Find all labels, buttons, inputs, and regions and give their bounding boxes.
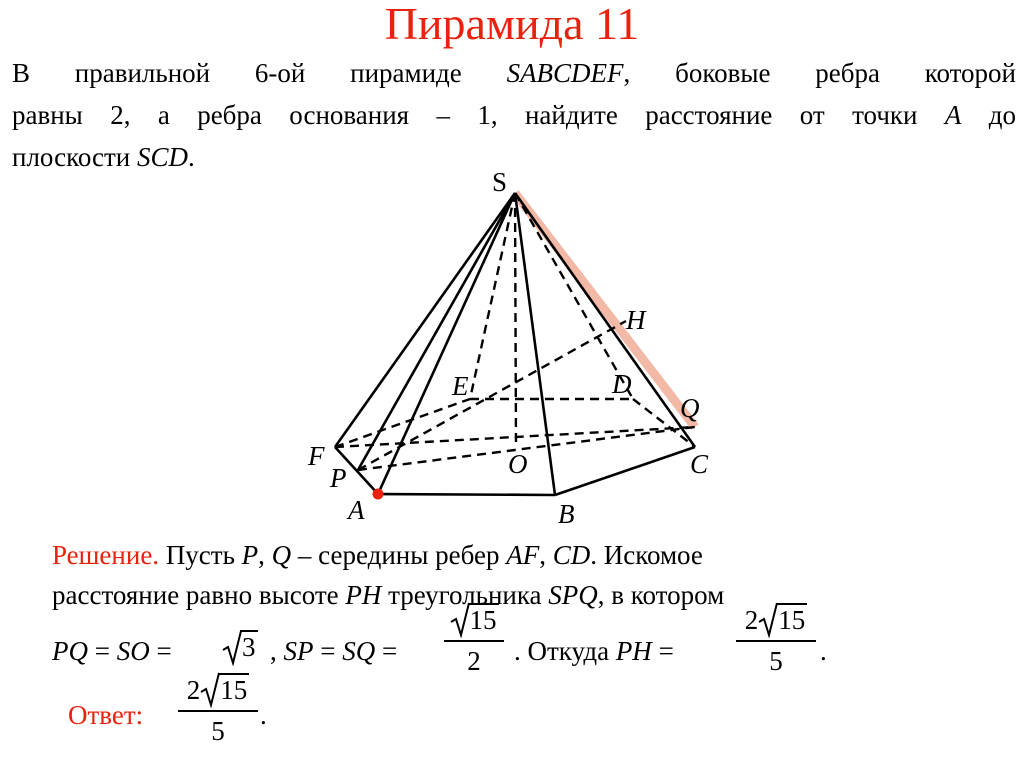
edge-sa	[378, 193, 515, 494]
text: Пусть	[159, 540, 242, 570]
eq-sp-sq	[270, 636, 397, 667]
solution-line-1	[52, 535, 992, 575]
radical-sign	[450, 602, 470, 638]
radicand: 15	[220, 675, 248, 705]
eq-end: .	[820, 636, 827, 666]
page-title: Пирамида 11	[384, 0, 640, 49]
label-s: S	[492, 167, 508, 197]
solution-heading: Решение.	[52, 540, 160, 570]
sqrt-15	[200, 672, 249, 708]
diag-fq	[335, 427, 695, 447]
var: Q	[271, 540, 292, 570]
text: расстояние равно высоте	[52, 580, 346, 610]
edge-sf	[335, 193, 515, 447]
radicand: 3	[242, 632, 256, 662]
var: PH	[615, 636, 652, 666]
edge-bc	[555, 447, 695, 495]
point-name: A	[944, 100, 962, 130]
text: равны 2, а ребра основания – 1, найдите расстояние от точки	[12, 100, 945, 130]
problem-line-1	[12, 52, 1016, 94]
radical-sign	[758, 602, 778, 638]
text: =	[149, 636, 172, 666]
pyramid-diagram	[290, 165, 730, 535]
eq-pq-so	[52, 636, 172, 667]
segment-ph	[358, 321, 626, 470]
var: SPQ	[548, 580, 598, 610]
point-a-marker	[373, 489, 384, 500]
var: SQ	[342, 636, 376, 666]
var: P	[241, 540, 259, 570]
text: . Откуда	[514, 636, 616, 666]
text: =	[651, 636, 674, 666]
text: до	[961, 100, 1016, 130]
text: =	[313, 636, 343, 666]
var: PQ	[52, 636, 88, 666]
sqrt-3	[222, 630, 258, 663]
answer	[68, 674, 468, 764]
text: =	[375, 636, 398, 666]
coefficient: 2	[744, 605, 759, 635]
sqrt-15	[450, 602, 499, 638]
label-c: C	[690, 449, 709, 479]
text: ,	[270, 636, 284, 666]
solution-line-2	[52, 575, 992, 615]
height-so	[515, 193, 516, 447]
pyramid-name: SABCDEF	[506, 58, 624, 88]
text: , боковые ребра которой	[623, 58, 1016, 88]
denominator: 2	[467, 646, 481, 676]
answer-fraction	[178, 672, 258, 748]
radicand: 15	[778, 605, 806, 635]
eq-ph	[514, 636, 674, 667]
coefficient: 2	[186, 675, 201, 705]
problem-statement	[12, 52, 1016, 178]
numerator	[178, 672, 258, 708]
numerator	[444, 602, 504, 638]
edge-sc	[515, 193, 695, 447]
label-d: D	[612, 369, 632, 399]
text: треугольника	[381, 580, 549, 610]
pyramid-figure	[290, 165, 730, 535]
answer-end: .	[260, 700, 267, 730]
label-h: H	[626, 305, 646, 335]
label-o: O	[508, 449, 528, 479]
label-e: E	[452, 371, 469, 401]
var: SP	[283, 636, 314, 666]
problem-line-2	[12, 94, 1016, 136]
edge-sp	[358, 193, 515, 470]
label-b: B	[558, 499, 575, 529]
label-a: A	[348, 495, 365, 525]
text: В правильной 6-ой пирамиде	[12, 58, 507, 88]
text: , в котором	[597, 580, 725, 610]
text: . Искомое	[590, 540, 703, 570]
var: PH	[345, 580, 382, 610]
label-q: Q	[680, 393, 700, 423]
label-p: P	[330, 463, 347, 493]
radicand: 15	[469, 605, 497, 635]
text: .	[188, 142, 195, 172]
text: =	[88, 636, 117, 666]
var: SO	[116, 636, 150, 666]
plane-name: SCD	[136, 142, 188, 172]
var: AF	[506, 540, 540, 570]
radical-sign	[222, 630, 242, 666]
answer-label: Ответ:	[68, 700, 144, 730]
fraction-sqrt15-over-2	[444, 602, 504, 678]
numerator	[736, 602, 816, 638]
denominator: 5	[769, 646, 783, 676]
radical-sign	[200, 672, 220, 708]
text: ,	[539, 540, 553, 570]
label-f: F	[308, 441, 325, 471]
sqrt-15	[758, 602, 807, 638]
text: ,	[258, 540, 272, 570]
edge-ab	[378, 494, 555, 495]
solution-text	[52, 535, 992, 615]
text: плоскости	[12, 142, 137, 172]
denominator: 5	[211, 716, 225, 746]
var: CD	[552, 540, 591, 570]
fraction-ph	[736, 602, 816, 678]
text: – середины ребер	[291, 540, 507, 570]
